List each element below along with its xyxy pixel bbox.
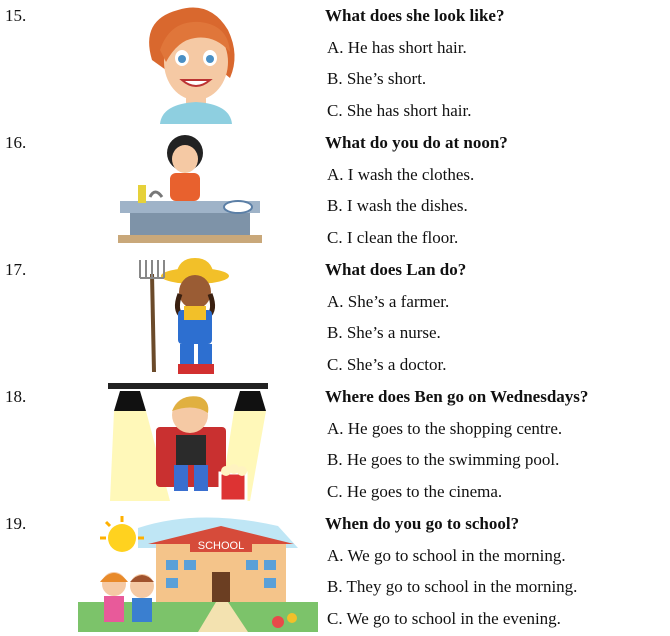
option-c[interactable]: C. She’s a doctor. xyxy=(327,355,447,374)
question-text: Where does Ben go on Wednesdays? xyxy=(325,387,589,406)
question-number: 18. xyxy=(5,387,27,406)
question-18 xyxy=(0,381,670,508)
question-text: What does she look like? xyxy=(325,6,505,25)
option-b[interactable]: B. I wash the dishes. xyxy=(327,196,468,215)
girl-short-red-hair-icon xyxy=(100,0,290,124)
option-c[interactable]: C. I clean the floor. xyxy=(327,228,459,247)
question-number: 17. xyxy=(5,260,27,279)
question-number: 15. xyxy=(5,6,27,25)
school-sign-text: SCHOOL xyxy=(197,540,245,552)
question-17 xyxy=(0,254,670,381)
question-16 xyxy=(0,127,670,254)
option-b[interactable]: B. They go to school in the morning. xyxy=(327,577,578,596)
farmer-girl-with-pitchfork-icon xyxy=(100,254,290,378)
girl-washing-dishes-icon xyxy=(100,127,290,251)
option-b[interactable]: B. She’s a nurse. xyxy=(327,323,441,342)
question-text: What does Lan do? xyxy=(325,260,467,279)
question-number: 19. xyxy=(5,514,27,533)
children-walking-to-school-icon xyxy=(78,508,318,632)
option-a[interactable]: A. We go to school in the morning. xyxy=(327,546,566,565)
boy-at-cinema-with-popcorn-icon xyxy=(100,381,290,505)
option-c[interactable]: C. We go to school in the evening. xyxy=(327,609,561,628)
option-b[interactable]: B. She’s short. xyxy=(327,69,427,88)
question-text: When do you go to school? xyxy=(325,514,520,533)
question-19 xyxy=(0,508,670,635)
option-c[interactable]: C. She has short hair. xyxy=(327,101,472,120)
question-15 xyxy=(0,0,670,127)
question-number: 16. xyxy=(5,133,27,152)
option-b[interactable]: B. He goes to the swimming pool. xyxy=(327,450,560,469)
option-a[interactable]: A. He has short hair. xyxy=(327,38,467,57)
option-a[interactable]: A. I wash the clothes. xyxy=(327,165,475,184)
option-c[interactable]: C. He goes to the cinema. xyxy=(327,482,503,501)
question-text: What do you do at noon? xyxy=(325,133,508,152)
option-a[interactable]: A. He goes to the shopping centre. xyxy=(327,419,563,438)
option-a[interactable]: A. She’s a farmer. xyxy=(327,292,450,311)
